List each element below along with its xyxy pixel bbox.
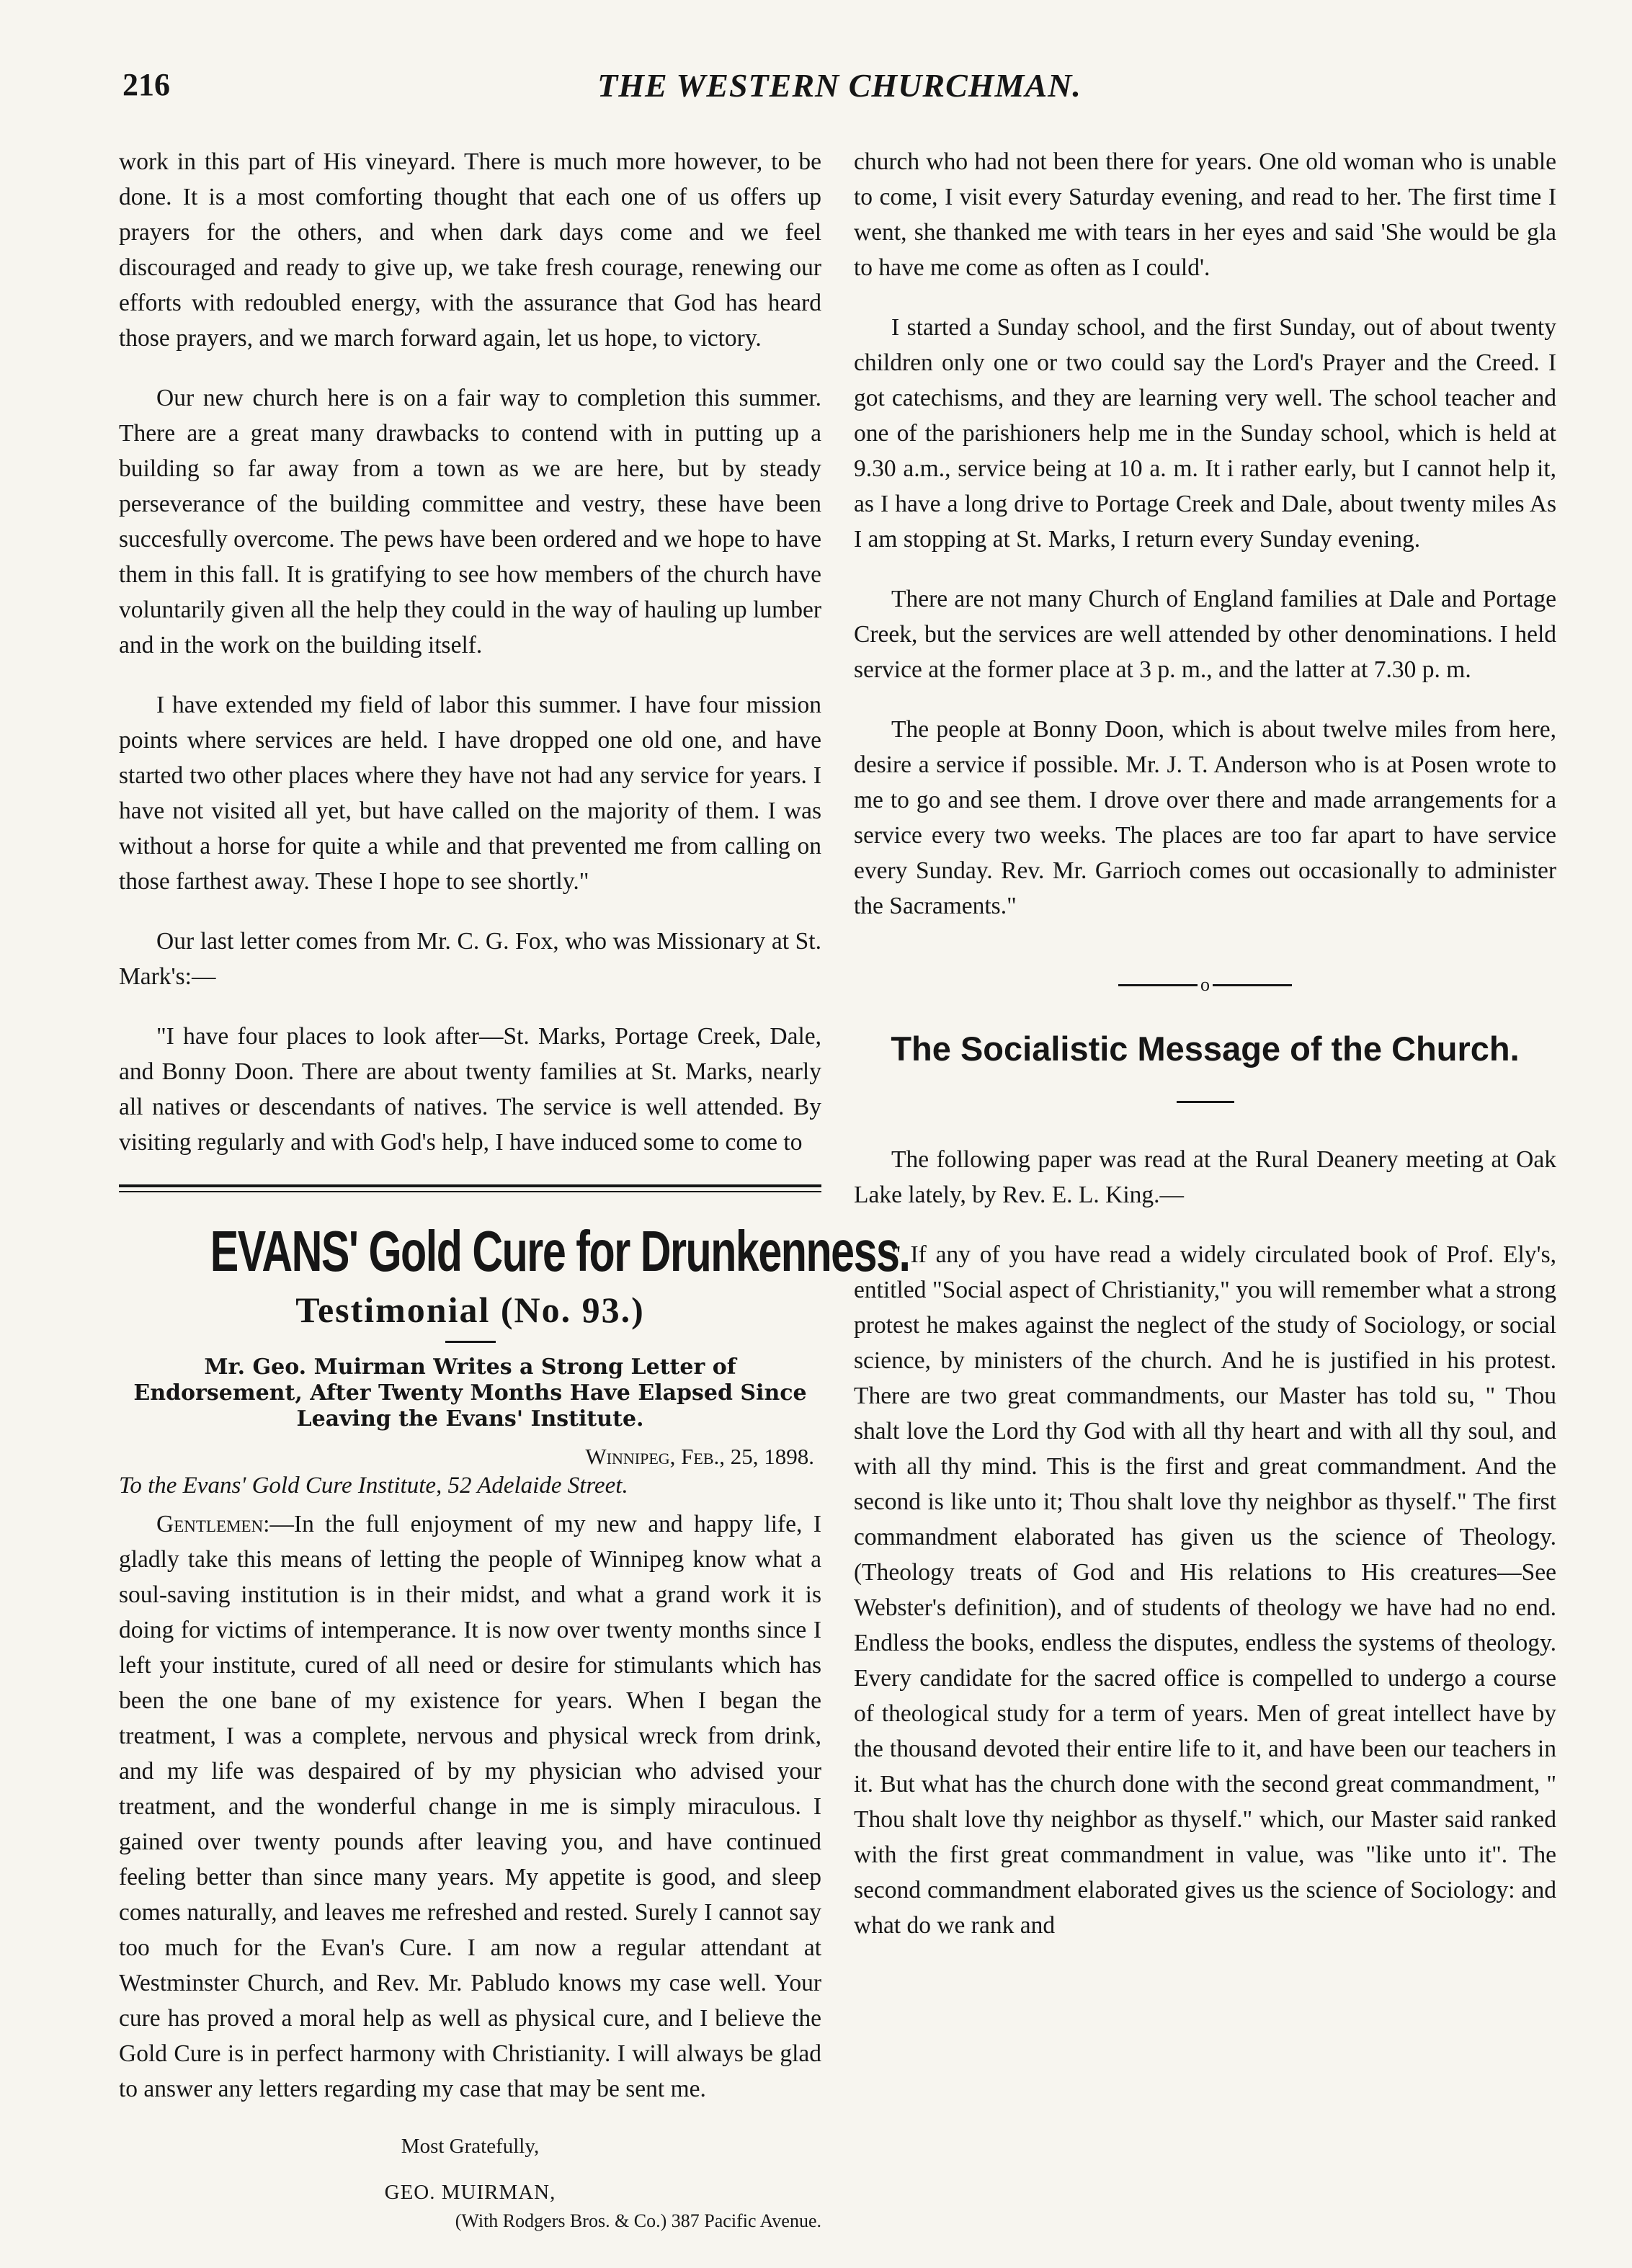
ad-headline: EVANS' Gold Cure for Drunkenness. (210, 1219, 910, 1283)
ad-deck: Mr. Geo. Muirman Writes a Strong Letter of Endorsement, After Twenty Months Have Elapsed Since Leaving the Evans' Institute. (133, 1354, 807, 1432)
divider-line (1118, 984, 1198, 986)
divider-line (1213, 984, 1292, 986)
page-header (122, 66, 1556, 117)
paragraph: church who had not been there for years. One old woman who is unable to come, I visit every Saturday evening, and read to her. The first time I went, she thanked me with tears in her eyes and said 'She would be gla to have me come as often as I could'. (854, 148, 1556, 281)
paragraph: The people at Bonny Doon, which is about twelve miles from here, desire a service if possible. Mr. J. T. Anderson who is at Posen wrote to me to go and see them. I drove over there and made arrangements for a service every two weeks. The places are too far apart to have service every Sunday. Rev. Mr. Garrioch comes out occasionally to administer the Sacraments." (854, 716, 1556, 919)
running-head: THE WESTERN CHURCHMAN. (597, 67, 1082, 104)
section-divider (854, 974, 1556, 996)
paragraph: The following paper was read at the Rural Deanery meeting at Oak Lake lately, by Rev. E. L. King.— (854, 1146, 1556, 1208)
double-rule (119, 1184, 821, 1192)
ad-greeting: Gentlemen: (156, 1511, 270, 1537)
ad-body (119, 1506, 821, 2107)
paragraph: "I have four places to look after—St. Marks, Portage Creek, Dale, and Bonny Doon. There are about twenty families at St. Marks, nearly all natives or descendants of natives. The service is well attended. By visiting regularly and with God's help, I have induced some to come to (119, 1023, 821, 1156)
left-column (119, 144, 910, 2232)
paragraph: Our new church here is on a fair way to completion this summer. There are a great many drawbacks to contend with in putting up a building so far away from a town as we are here, but by steady perseverance of the building committee and vestry, these have been succesfully overcome. The pews have been ordered and we hope to have them in this fall. It is gratifying to see how members of the church have voluntarily given all the help they could in the way of hauling up lumber and in the work on the building itself. (119, 385, 821, 658)
paragraph: " If any of you have read a widely circulated book of Prof. Ely's, entitled "Social aspect of Christianity," you will remember what a strong protest he makes against the neglect of the study of Sociology, or social science, by ministers of the church. And he is justified in his protest. There are two great commandments, our Master has told su, " Thou shalt love the Lord thy God with all thy heart and with all thy soul, and with all thy mind. This is the first and great commandment. And the second is like unto it; Thou shalt love thy neighbor as thyself." The first commandment elaborated has given us the science of Theology. (Theology treats of God and His relations to His creatures—See Webster's definition), and of students of theology we have had no end. Endless the books, endless the disputes, endless the systems of theology. Every candidate for the sacred office is compelled to undergo a course of theological study for a term of years. Men of great intellect have by the thousand devoted their entire life to it, and have been our teachers in it. But what has the church done with the second great commandment, " Thou shalt love thy neighbor as thyself." which, our Master said ranked with the first great commandment in value, was "like unto it". The second commandment elaborated gives us the science of Sociology: and what do we rank and (854, 1241, 1556, 1939)
ad-address: (With Rodgers Bros. & Co.) 387 Pacific Avenue. (455, 2210, 821, 2231)
ad-signature: GEO. MUIRMAN, (384, 2181, 556, 2204)
article-title: The Socialistic Message of the Church. (891, 1030, 1520, 1068)
paragraph: There are not many Church of England families at Dale and Portage Creek, but the services are well attended by other denominations. I held service at the former place at 3 p. m., and the latter at 7.30 p. m. (854, 586, 1556, 683)
ad-dateline: Winnipeg, Feb., 25, 1898. (585, 1444, 814, 1469)
ad-subheadline: Testimonial (No. 93.) (295, 1290, 645, 1330)
page-number: 216 (122, 67, 170, 102)
ad-closing: Most Gratefully, (401, 2135, 540, 2158)
right-column (854, 144, 1556, 1968)
divider-mark: o (1200, 974, 1210, 995)
short-rule (445, 1341, 496, 1343)
ad-body-text: —In the full enjoyment of my new and happy life, I gladly take this means of letting the people of Winnipeg know what a soul-saving institution is in their midst, and what a grand work it is doing for victims of intemperance. It is now over twenty months since I left your institute, cured of all need or desire for stimulants which has been the one bane of my existence for years. When I began the treatment, I was a complete, nervous and physical wreck from drink, and my life was despaired of by my physician who advised your treatment, and the wonderful change in me is simply miraculous. I gained over twenty pounds after leaving you, and have continued feeling better than since many years. My appetite is good, and sleep comes naturally, and leaves me refreshed and rested. Surely I cannot say too much for the Evan's Cure. I am now a regular attendant at Westminster Church, and Rev. Mr. Pabludo knows my case well. Your cure has proved a moral help as well as physical cure, and I believe the Gold Cure is in perfect harmony with Christianity. I will always be glad to answer any letters regarding my case that may be sent me. (119, 1511, 821, 2102)
ad-salutation: To the Evans' Gold Cure Institute, 52 Adelaide Street. (119, 1473, 628, 1499)
title-rule (1177, 1101, 1234, 1103)
paragraph: I have extended my field of labor this summer. I have four mission points where services are held. I have dropped one old one, and have started two other places where they have not had any service for years. I have not visited all yet, but have called on the majority of them. I was without a horse for quite a while and that prevented me from calling on those farthest away. These I hope to see shortly." (119, 692, 821, 895)
paragraph: work in this part of His vineyard. There is much more however, to be done. It is a most comforting thought that each one of us offers up prayers for the others, and when dark days come and we feel discouraged and ready to give up, we take fresh courage, renewing our efforts with redoubled energy, with the assurance that God has heard those prayers, and we march forward again, let us hope, to victory. (119, 148, 821, 352)
paragraph: Our last letter comes from Mr. C. G. Fox, who was Missionary at St. Mark's:— (119, 928, 821, 990)
paragraph: I started a Sunday school, and the first Sunday, out of about twenty children only one or two could say the Lord's Prayer and the Creed. I got catechisms, and they are learning very well. The school teacher and one of the parishioners help me in the Sunday school, which is held at 9.30 a.m., service being at 10 a. m. It i rather early, but I cannot help it, as I have a long drive to Portage Creek and Dale, about twenty miles As I am stopping at St. Marks, I return every Sunday evening. (854, 314, 1556, 553)
advertisement (119, 1218, 910, 2232)
